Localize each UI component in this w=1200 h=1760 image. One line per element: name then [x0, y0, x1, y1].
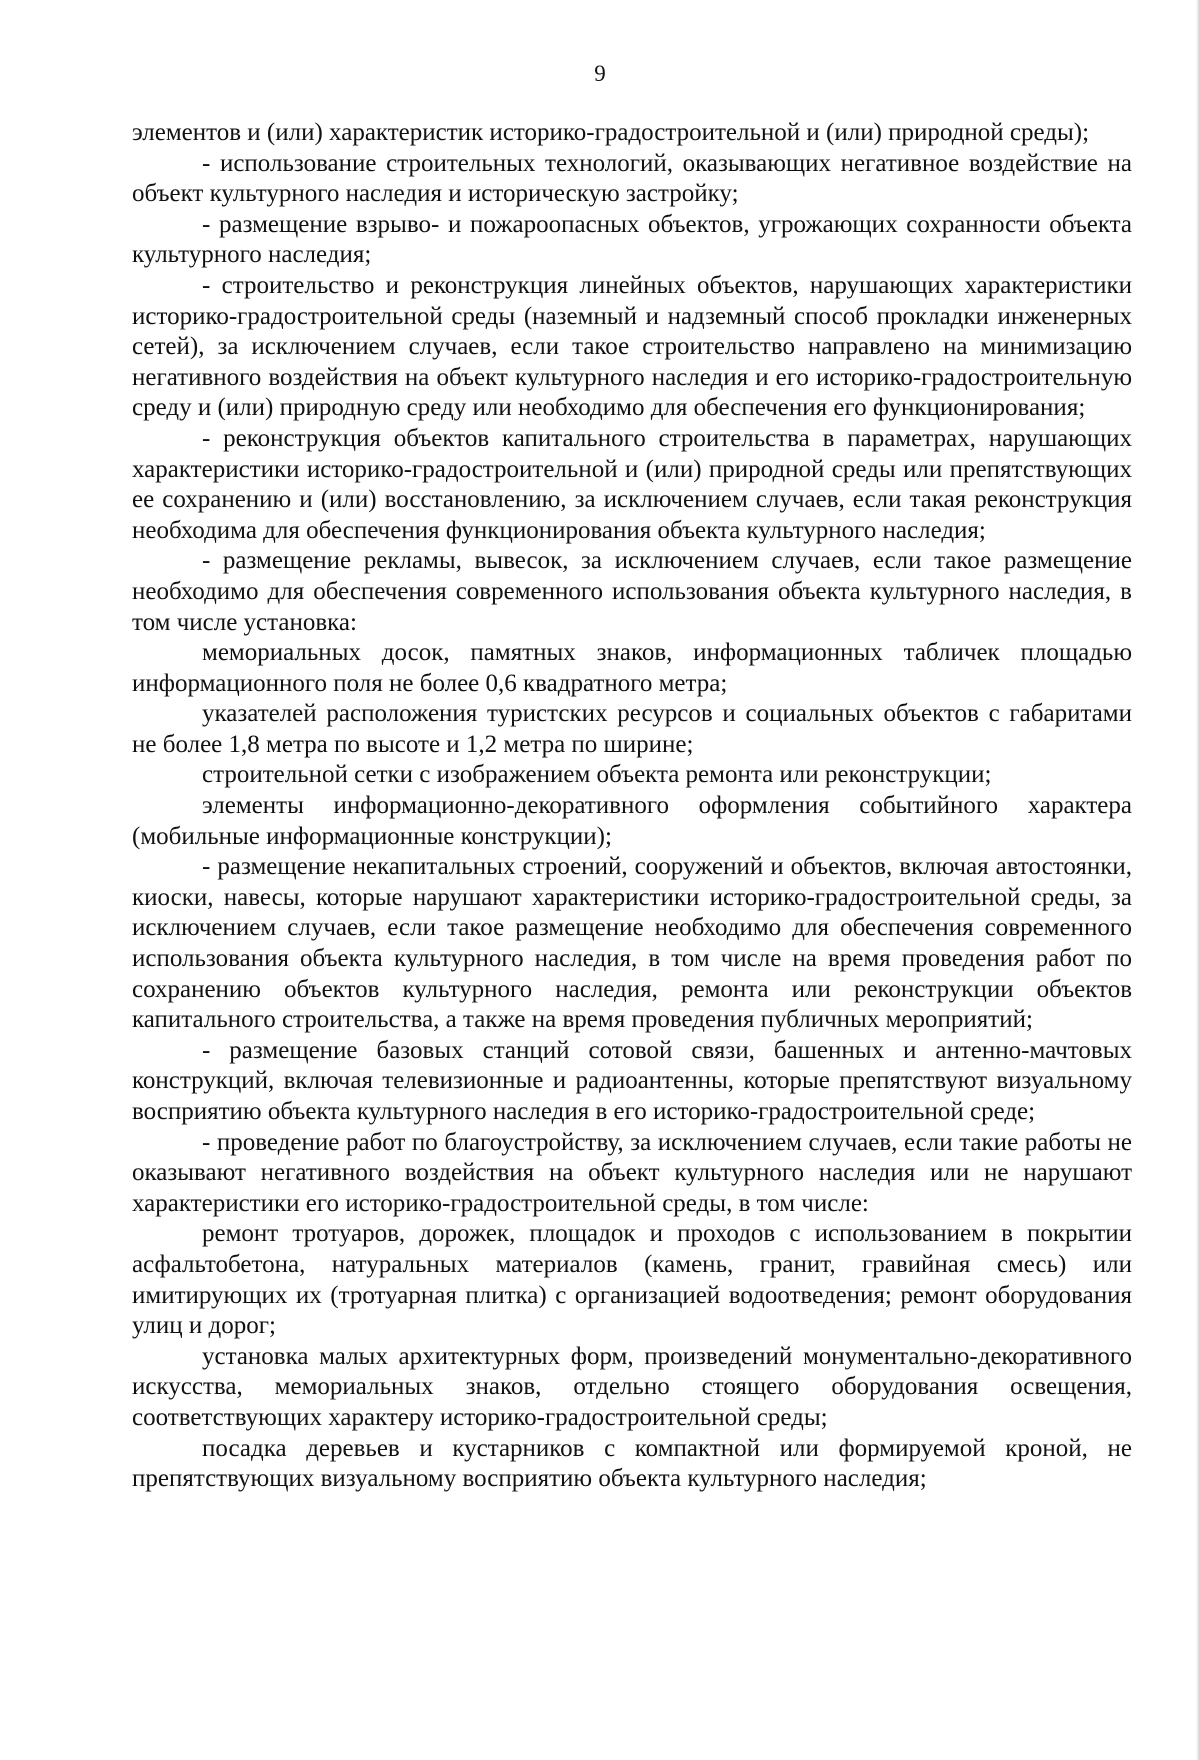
list-item-base-stations: - размещение базовых станций сотовой связи, башенных и антенно-мачтовых конструкций, включая телевизионные и радиоантенны, которые препятствуют визуальному восприятию объекта культурного наследия в его историко-градостроительной среде; — [132, 1036, 1132, 1125]
paragraph-continuation: элементов и (или) характеристик историко-градостроительной и (или) природной среды); — [132, 119, 1090, 146]
sub-item-tourist-signs: указателей расположения туристских ресурсов и социальных объектов с габаритами не более 1,8 метра по высоте и 1,2 метра по ширине; — [132, 700, 1132, 758]
list-item-advertising: - размещение рекламы, вывесок, за исключением случаев, если такое размещение необходимо для обеспечения современного использования объекта культурного наследия, в том числе установка: — [132, 547, 1132, 636]
document-body — [132, 118, 1132, 1495]
list-item-linear-objects: - строительство и реконструкция линейных объектов, нарушающих характеристики историко-градостроительной среды (наземный и надземный способ прокладки инженерных сетей), за исключением случаев, если такое строительство направлено на минимизацию негативного воздействия на объект культурного наследия и его историко-градостроительную среду и (или) природную среду или необходимо для обеспечения его функционирования; — [132, 271, 1132, 422]
list-item-landscaping: - проведение работ по благоустройству, за исключением случаев, если такие работы не оказывают негативного воздействия на объект культурного наследия или не нарушают характеристики его историко-градостроительной среды, в том числе: — [132, 1128, 1132, 1217]
scan-edge-shadow — [1196, 0, 1200, 1760]
page-number: 9 — [594, 61, 606, 86]
list-item-non-capital-structures: - размещение некапитальных строений, сооружений и объектов, включая автостоянки, киоски, навесы, которые нарушают характеристики историко-градостроительной среды, за исключением случаев, если такое размещение необходимо для обеспечения современного использования объекта культурного наследия, в том числе на время проведения работ по сохранению объектов культурного наследия, ремонта или реконструкции объектов капитального строительства, а также на время проведения публичных мероприятий; — [132, 853, 1132, 1034]
sub-item-memorial-plaques: мемориальных досок, памятных знаков, информационных табличек площадью информационного поля не более 0,6 квадратного метра; — [132, 639, 1132, 697]
sub-item-tree-planting: посадка деревьев и кустарников с компактной или формируемой кроной, не препятствующих визуальному восприятию объекта культурного наследия; — [132, 1434, 1132, 1493]
sub-item-small-architectural-forms: установка малых архитектурных форм, произведений монументально-декоративного искусства, мемориальных знаков, отдельно стоящего оборудования освещения, соответствующих характеру историко-градостроительной среды; — [132, 1342, 1132, 1431]
sub-item-sidewalk-repair: ремонт тротуаров, дорожек, площадок и проходов с использованием в покрытии асфальтобетона, натуральных материалов (камень, гранит, гравийная смесь) или имитирующих их (тротуарная плитка) с организацией водоотведения; ремонт оборудования улиц и дорог; — [132, 1220, 1132, 1340]
list-item-reconstruction: - реконструкция объектов капитального строительства в параметрах, нарушающих характеристики историко-градостроительной и (или) природной среды или препятствующих ее сохранению и (или) восстановлению, за исключением случаев, если такая реконструкция необходима для обеспечения функционирования объекта культурного наследия; — [132, 424, 1132, 544]
sub-item-decorative-elements: элементы информационно-декоративного оформления событийного характера (мобильные информационные конструкции); — [132, 792, 1132, 850]
list-item-construction-technologies: - использование строительных технологий, оказывающих негативное воздействие на объект культурного наследия и историческую застройку; — [132, 149, 1132, 208]
list-item-hazardous-objects: - размещение взрыво- и пожароопасных объектов, угрожающих сохранности объекта культурного наследия; — [132, 210, 1132, 269]
sub-item-construction-mesh: строительной сетки с изображением объекта ремонта или реконструкции; — [202, 761, 992, 789]
